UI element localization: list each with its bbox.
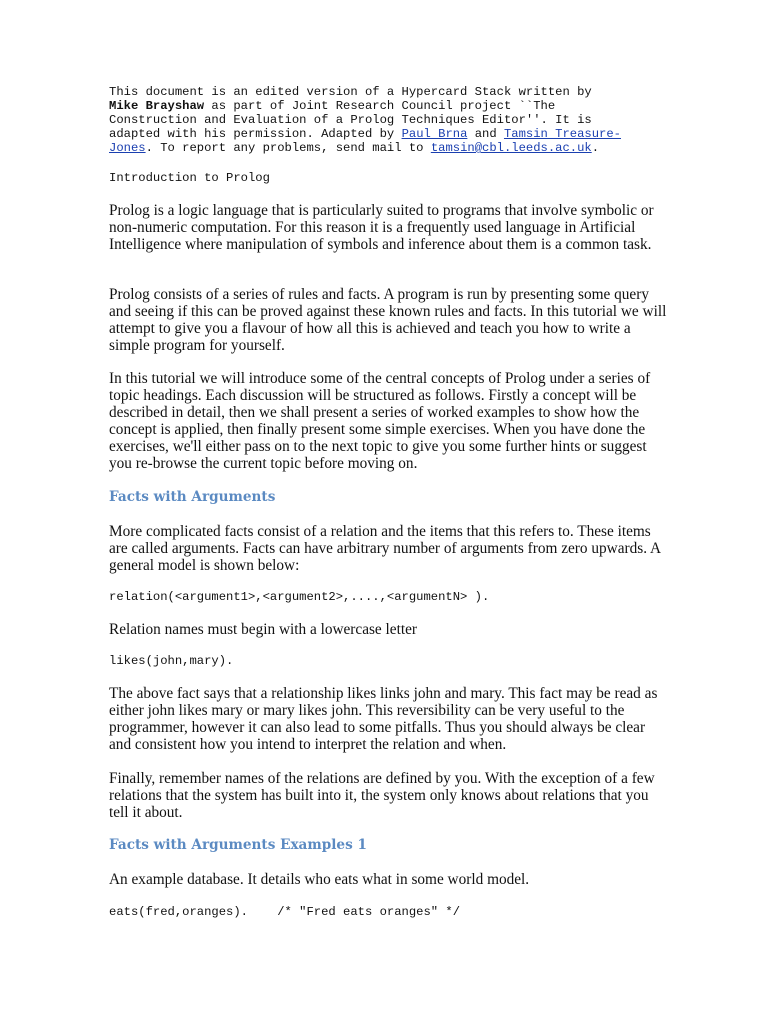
link-email[interactable]: tamsin@cbl.leeds.ac.uk	[430, 141, 592, 155]
intro-line-5-end: .	[591, 141, 600, 155]
link-tamsin-treasure-jones-part1[interactable]: Tamsin Treasure-	[503, 127, 621, 141]
heading-facts-with-arguments: Facts with Arguments	[109, 489, 276, 505]
intro-line-5-mid: . To report any problems, send mail to	[145, 141, 431, 155]
paragraph-8: An example database. It details who eats what in some world model.	[109, 871, 530, 888]
paragraph-5: Relation names must begin with a lowercase letter	[109, 621, 417, 638]
intro-line-2	[109, 99, 669, 113]
paragraph-7: Finally, remember names of the relations are defined by you. With the exception of a few relations that the system has built into it, the system only knows about relations that you tell it about.	[109, 770, 655, 821]
intro-line-3: Construction and Evaluation of a Prolog Techniques Editor''. It is	[109, 113, 592, 127]
paragraph-2: Prolog consists of a series of rules and facts. A program is run by presenting some query and seeing if this can be proved against these known rules and facts. In this tutorial we will attempt to give you a flavour of how all this is achieved and teach you how to write a simple program for yourself.	[109, 286, 667, 354]
intro-line-4-mid: and	[467, 127, 504, 141]
paragraph-3: In this tutorial we will introduce some of the central concepts of Prolog under a series of topic headings. Each discussion will be structured as follows. Firstly a concept will be described in detail, then we shall present a series of worked examples to show how the concept is applied, then finally present some simple exercises. When you have done the exercises, we'll either pass on to the next topic to give you some further hints or suggest you re-browse the current topic before moving on.	[109, 370, 651, 472]
intro-line-4-pre: adapted with his permission. Adapted by	[109, 127, 402, 141]
code-likes-fact: likes(john,mary).	[109, 654, 234, 668]
paragraph-6: The above fact says that a relationship likes links john and mary. This fact may be read as either john likes mary or mary likes john. This reversibility can be very useful to the programmer, however it can also lead to some pitfalls. Thus you should always be clear and consistent how you intend to interpret the relation and when.	[109, 685, 658, 753]
paragraph-1: Prolog is a logic language that is particularly suited to programs that involve symbolic or non-numeric computation. For this reason it is a frequently used language in Artificial Intelligence where manipulation of symbols and inference about them is a common task.	[109, 202, 654, 253]
code-eats-fact: eats(fred,oranges). /* "Fred eats oranges" */	[109, 905, 461, 919]
author-name: Mike Brayshaw	[109, 99, 205, 113]
intro-title: Introduction to Prolog	[109, 171, 270, 185]
paragraph-4: More complicated facts consist of a relation and the items that this refers to. These items are called arguments. Facts can have arbitrary number of arguments from zero upwards. A general model is shown below:	[109, 523, 661, 574]
link-tamsin-treasure-jones-part2[interactable]: Jones	[109, 141, 146, 155]
intro-line-2-text: as part of Joint Research Council project ``The	[204, 99, 556, 113]
code-relation-model: relation(<argument1>,<argument2>,....,<argumentN> ).	[109, 590, 490, 604]
intro-line-5	[109, 141, 669, 155]
link-paul-brna[interactable]: Paul Brna	[401, 127, 468, 141]
intro-line-4	[109, 127, 669, 141]
intro-block	[109, 85, 669, 155]
heading-facts-examples-1: Facts with Arguments Examples 1	[109, 837, 367, 853]
intro-line-1: This document is an edited version of a Hypercard Stack written by	[109, 85, 592, 99]
